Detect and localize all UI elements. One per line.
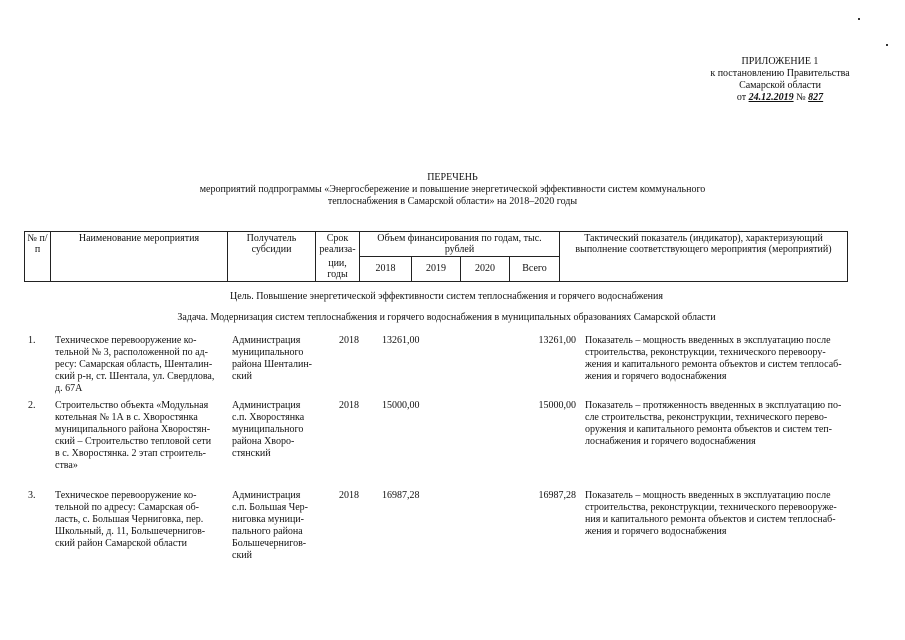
header-period-top: Срок реализа-	[316, 232, 360, 257]
row-num: 3.	[28, 490, 36, 501]
row-total: 13261,00	[538, 335, 576, 346]
row-name: Техническое перевооружение ко- тельной № 3, расположенной по ад- ресу: Самарская область, Шенталин- ский р-н, ст. Шентала, ул. Свердлова, д. 67А	[55, 335, 215, 394]
appendix-date-line: от 24.12.2019 № 827	[736, 92, 824, 103]
appendix-region: Самарской области	[739, 80, 821, 91]
header-total: Всего	[510, 257, 560, 282]
row-total: 15000,00	[538, 400, 576, 411]
row-num: 2.	[28, 400, 36, 411]
header-2019: 2019	[412, 257, 461, 282]
header-2020: 2020	[461, 257, 510, 282]
appendix-date: 24.12.2019	[748, 92, 794, 103]
row-amount-2018: 16987,28	[382, 490, 420, 501]
row-total: 16987,28	[538, 490, 576, 501]
header-recipient: Получатель субсидии	[228, 232, 316, 282]
row-recipient: Администрация с.п. Большая Чер- ниговка муници- пального района Большечернигов- ский	[232, 490, 308, 561]
title-line-1: мероприятий подпрограммы «Энергосбережение и повышение энергетической эффективности систем коммунального	[199, 184, 706, 195]
header-funding: Объем финансирования по годам, тыс. рублей	[360, 232, 560, 257]
table-header	[24, 231, 848, 282]
row-name: Техническое перевооружение ко- тельной по адресу: Самарская об- ласть, с. Большая Черниговка, пер. Школьный, д. 11, Большечернигов- ский район Самарской области	[55, 490, 206, 549]
row-recipient: Администрация с.п. Хворостянка муниципального района Хворо- стянский	[232, 400, 305, 459]
title-line-2: теплоснабжения в Самарской области» на 2018–2020 годы	[327, 196, 578, 207]
appendix-resolution: к постановлению Правительства	[710, 68, 850, 79]
scan-speck	[886, 44, 888, 46]
document-title	[100, 172, 805, 208]
task-line: Задача. Модернизация систем теплоснабжения и горячего водоснабжения в муниципальных образованиях Самарской области	[177, 312, 716, 323]
header-name: Наименование мероприятия	[51, 232, 228, 282]
row-indicator: Показатель – мощность введенных в эксплуатацию после строительства, реконструкции, технического перевоору- жения и капитального ремонта объектов и систем теплосаб- жения и горячего водоснабжения	[585, 335, 842, 382]
row-year: 2018	[339, 490, 359, 501]
row-indicator: Показатель – протяженность введенных в эксплуатацию по- сле строительства, реконструкции, технического перево- оружения и капитального ремонта объектов и систем теп- лоснабжения и горячего водоснабжения	[585, 400, 842, 447]
row-num: 1.	[28, 335, 36, 346]
row-year: 2018	[339, 400, 359, 411]
row-amount-2018: 13261,00	[382, 335, 420, 346]
header-indicator: Тактический показатель (индикатор), характеризующий выполнение соответствующего мероприятия (мероприятий)	[560, 232, 848, 282]
appendix-title: ПРИЛОЖЕНИЕ 1	[741, 56, 819, 67]
appendix-number: 827	[808, 92, 824, 103]
header-num: № п/п	[25, 232, 51, 282]
scan-speck	[858, 18, 860, 20]
header-2018: 2018	[360, 257, 412, 282]
row-recipient: Администрация муниципального района Шенталин- ский	[232, 335, 312, 382]
header-period-bottom: ции, годы	[316, 257, 360, 282]
row-indicator: Показатель – мощность введенных в эксплуатацию после строительства, реконструкции, технического перевооруже- ния и капитального ремонта объектов и систем теплоснаб- жения и горячего водоснабжения	[585, 490, 837, 537]
row-year: 2018	[339, 335, 359, 346]
row-amount-2018: 15000,00	[382, 400, 420, 411]
appendix-block	[690, 56, 870, 104]
goal-line: Цель. Повышение энергетической эффективности систем теплоснабжения и горячего водоснабжения	[230, 291, 663, 302]
title-heading: ПЕРЕЧЕНЬ	[427, 172, 478, 183]
row-name: Строительство объекта «Модульная котельная № 1А в с. Хворостянка муниципального района Хворостян- ский – Строительство тепловой сети в с. Хворостянка. 2 этап строитель- ства»	[55, 400, 212, 471]
